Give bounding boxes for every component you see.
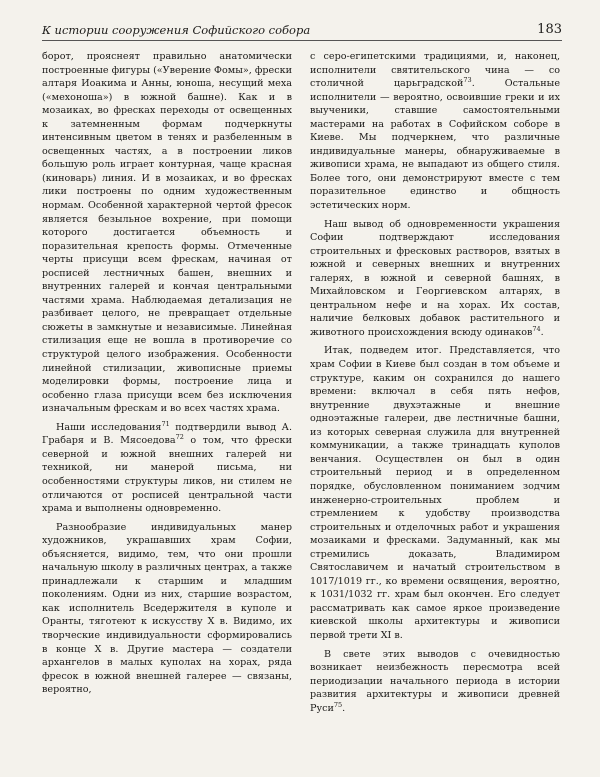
paragraph-text: борот, прояснеят правильно анатомически построенные фигуры («Уверение Фомы», фрески алтаря Иоакима и Анны, юноша, несущий меха («мехоноша») в южной башне). Как и в мозаиках, во фресках переходы от освещенных к затемненным формам подчеркнуты интенсивным цветом в тенях и разбеленным в освещенных частях, а в построении ликов большую роль играет контурная, чаще красная (киноварь) линия. И в мозаиках, и во фресках лики построены по одним художественным нормам. Особенной характерной чертой фресок является безыльное вохрение, при помощи которого достигается объемность и поразительная крепость формы. Отмеченные черты присущи всем фрескам, начиная от росписей лестничных башен, внешних и внутренних галерей и кончая центральными частями храма. Наблюдаемая детализация не разбивает целого, не превращает отдельные сюжеты в замкнутые и независимые. Линейная стилизация еще не вошла в противоречие со структурой целого изображения. Особенности линейной стилизации, живописные приемы моделировки формы, построение лица и особенно глаза присущи всем без исключения изначальным фрескам и во всех частях храма.: [42, 51, 292, 415]
paragraph: [310, 50, 560, 213]
paragraph: [310, 344, 560, 642]
paragraph: [42, 50, 292, 416]
paragraph-text: .: [342, 702, 346, 714]
paragraph: [310, 218, 560, 340]
paragraph-text: Наш вывод об одновременности украшения Софии подтверждают исследования строительных и фресковых растворов, взятых в южной и северных внешних и внутренних галерях, в южной и северной башнях, в Михайловском и Георгиевском алтарях, в центральном нефе и на хорах. Их состав, наличие белковых добавок растительного и животного происхождения всюду одинаков: [310, 218, 560, 338]
paragraph-text: Разнообразие индивидуальных манер художников, украшавших храм Софии, объясняется, видимо, тем, что они прошли начальную школу в различных центрах, а также принадлежали к старшим и младшим поколениям. Одни из них, старшие возрастом, как исполнитель Вседержителя в куполе и Оранты, тяготеют к искусству X в. Видимо, их творческие индивидуальности сформировались в конце X в. Другие мастера — создатели архангелов в малых куполах на хорах, ряда фресок в южной внешней галерее — связаны, вероятно,: [42, 521, 292, 696]
left-column: [42, 50, 292, 702]
paragraph-text: . Остальные исполнители — вероятно, освоившие греки и их выученики, ставшие самостоятельными мастерами на работах в Софийском соборе в Киеве. Мы подчеркнем, что различные индивидуальные манеры, обнаруживаемые в живописи храма, не выпадают из общего стиля. Более того, они демонстрируют вместе с тем поразительное единство и общность эстетических норм.: [310, 78, 560, 212]
footnote-ref: 72: [175, 433, 184, 442]
paragraph: [42, 521, 292, 697]
paragraph-text: Итак, подведем итог. Представляется, что храм Софии в Киеве был создан в том объеме и структуре, каким он сохранился до нашего времени: включал в себя пять нефов, внутренние двухэтажные и внешние одноэтажные галереи, две лестничные башни, из которых северная служила для внутренней коммуникации, а также тринадцать куполов венчания. Осуществлен он был в один строительный период и в определенном порядке, обусловленном пониманием зодчим инженерно-строительных проблем и стремлением к удобству производства строительных и отделочных работ и украшения мозаиками и фресками. Задуманный, как мы стремились доказать, Владимиром Святославичем и начатый строительством в 1017/1019 гг., ко времени освящения, вероятно, к 1031/1032 гг. храм был окончен. Его следует рассматривать как самое яркое произведение киевской школы архитектуры и живописи первой трети XI в.: [310, 345, 560, 641]
footnote-ref: 74: [532, 324, 541, 333]
paragraph-text: подтвердили вывод А. Грабаря и В. Мясоедова: [42, 421, 292, 447]
footnote-ref: 71: [161, 419, 170, 428]
paragraph-text: В свете этих выводов с очевидностью возникает неизбежность пересмотра всей периодизации начального периода в истории развития архитектуры и живописи древней Руси: [310, 648, 560, 714]
footnote-ref: 75: [333, 700, 343, 709]
running-header: [42, 22, 562, 41]
paragraph-text: Наши исследования: [56, 421, 162, 433]
paragraph: [42, 421, 292, 516]
paragraph: [310, 648, 560, 716]
paragraph-text: .: [540, 326, 544, 338]
page-number: 183: [537, 22, 562, 37]
paragraph-text: о том, что фрески северной и южной внешних галерей ни техникой, ни манерой письма, ни особенностями структуры ликов, ни стилем не отличаются от росписей центральной части храма и выполнены одновременно.: [42, 435, 292, 515]
running-title: К истории сооружения Софийского собора: [42, 23, 311, 37]
paragraph-text: с серо-египетскими традициями, и, наконец, исполнители святительского чина — со столичной царьградской: [310, 51, 560, 90]
right-column: [310, 50, 560, 720]
footnote-ref: 73: [463, 76, 472, 85]
